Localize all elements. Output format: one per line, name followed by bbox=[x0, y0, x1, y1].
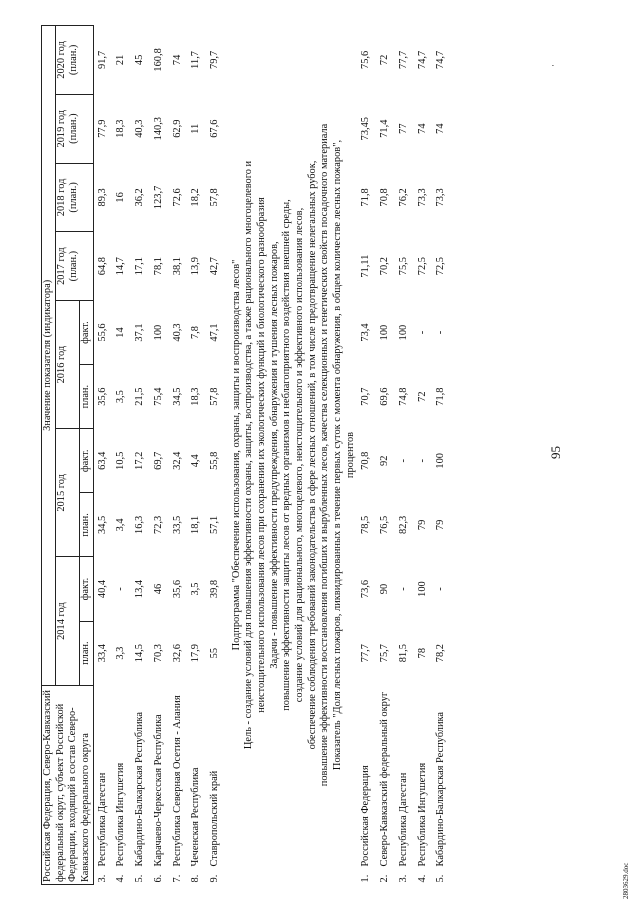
value-cell: 89,3 bbox=[96, 188, 108, 207]
row-number: 5. bbox=[435, 874, 447, 883]
value-cell: 78,1 bbox=[152, 257, 164, 276]
value-cell: 70,3 bbox=[152, 644, 164, 663]
value-cell: 11,7 bbox=[190, 51, 202, 69]
value-cell: 74 bbox=[435, 123, 447, 134]
table-block-1 bbox=[93, 26, 224, 885]
value-cell: 34,5 bbox=[171, 387, 183, 406]
table-row bbox=[93, 26, 112, 885]
value-cell: 100 bbox=[397, 324, 409, 341]
document-id: 2803629.doc bbox=[622, 862, 630, 899]
value-cell: 63,4 bbox=[96, 451, 108, 470]
value-cell: 70,8 bbox=[379, 188, 391, 207]
value-cell: - bbox=[416, 459, 428, 463]
value-cell: 37,1 bbox=[134, 323, 146, 342]
row-number: 3. bbox=[96, 874, 108, 883]
fact-2014-header: факт. bbox=[80, 557, 94, 621]
value-cell: 79 bbox=[416, 519, 428, 531]
subprogram-text-line: повышение эффективности восстановления погибших и вырубленных лесов, качества селекционных и генетических свойств посадочного материала bbox=[319, 123, 331, 787]
subprogram-text-line: Задачи - повышение эффективности предупреждения, обнаружения и тушения лесных пожаров, bbox=[268, 241, 280, 669]
value-cell: 79 bbox=[435, 519, 447, 531]
subprogram-text-line: Цель - создание условий для повышения эффективности охраны, защиты, воспроизводства, а также рационального многоцелевого и bbox=[243, 160, 255, 750]
subprogram-text-line: процентов bbox=[344, 431, 356, 479]
indicator-table bbox=[41, 25, 451, 885]
value-cell: 75,6 bbox=[360, 50, 372, 69]
value-cell: 76,2 bbox=[397, 188, 409, 207]
table-row bbox=[206, 26, 225, 885]
value-cell: 91,7 bbox=[96, 50, 108, 69]
region-name: Российская Федерация bbox=[360, 765, 372, 867]
year-2019-header: 2019 год (план.) bbox=[55, 94, 93, 163]
value-cell: 55,8 bbox=[208, 451, 220, 470]
value-cell: 57,8 bbox=[208, 387, 220, 406]
row-number: 1. bbox=[360, 874, 372, 883]
region-name: Северо-Кавказский федеральный округ bbox=[379, 691, 391, 867]
value-cell: 47,1 bbox=[208, 323, 220, 342]
value-cell: 81,5 bbox=[397, 644, 409, 663]
value-cell: 32,4 bbox=[171, 451, 183, 470]
row-number: 7. bbox=[171, 874, 183, 883]
region-name: Республика Дагестан bbox=[96, 772, 108, 867]
value-cell: 17,2 bbox=[134, 451, 146, 470]
value-cell: 71,8 bbox=[435, 387, 447, 406]
page-number: 95 bbox=[548, 446, 563, 459]
value-cell: 40,3 bbox=[134, 119, 146, 138]
region-name: Чеченская Республика bbox=[190, 767, 202, 867]
value-cell: 76,5 bbox=[379, 515, 391, 534]
value-cell: 70,8 bbox=[360, 451, 372, 470]
table-row bbox=[395, 26, 414, 885]
text-row bbox=[332, 26, 345, 885]
value-cell: 40,4 bbox=[96, 579, 108, 599]
value-cell: 123,7 bbox=[152, 185, 164, 210]
region-name: Ставропольский край bbox=[208, 770, 220, 867]
value-cell: 21 bbox=[115, 54, 127, 66]
table-row bbox=[414, 26, 433, 885]
row-number: 2. bbox=[379, 874, 391, 883]
value-cell: 11 bbox=[190, 123, 202, 134]
value-cell: 62,9 bbox=[171, 119, 183, 138]
year-2018-header: 2018 год (план.) bbox=[55, 163, 93, 232]
subprogram-text-line: Показатель "Доля лесных пожаров, ликвидированных в течение первых суток с момента обнаружения, в общем количестве лесных пожаров", bbox=[332, 139, 344, 771]
value-cell: 82,3 bbox=[397, 515, 409, 534]
value-cell: 77,7 bbox=[397, 50, 409, 69]
value-cell: - bbox=[416, 330, 428, 335]
value-cell: 16,3 bbox=[134, 515, 146, 534]
value-cell: - bbox=[397, 459, 409, 463]
value-cell: - bbox=[435, 587, 447, 591]
plan-2015-header: план. bbox=[80, 493, 94, 557]
value-cell: 71,4 bbox=[379, 119, 391, 138]
value-cell: 73,4 bbox=[360, 323, 372, 342]
value-cell: 17,1 bbox=[134, 257, 146, 276]
text-row bbox=[225, 26, 244, 885]
value-cell: - bbox=[115, 587, 127, 591]
value-cell: 100 bbox=[435, 452, 447, 469]
region-name: Карачаево-Черкесская Республика bbox=[152, 714, 164, 867]
value-cell: 10,5 bbox=[115, 451, 127, 470]
region-name: Республика Северная Осетия - Алания bbox=[171, 695, 183, 867]
row-number: 4. bbox=[115, 874, 127, 883]
value-cell: 77,9 bbox=[96, 119, 108, 138]
value-cell: - bbox=[435, 330, 447, 335]
value-cell: 14 bbox=[115, 327, 127, 338]
value-cell: 55,6 bbox=[96, 323, 108, 342]
table-row bbox=[169, 26, 188, 885]
value-cell: 34,5 bbox=[96, 515, 108, 534]
value-cell: 33,4 bbox=[96, 644, 108, 663]
year-2017-header: 2017 год (план.) bbox=[55, 232, 93, 301]
value-cell: 74,7 bbox=[435, 50, 447, 69]
year-2020-header: 2020 год (план.) bbox=[55, 26, 93, 95]
value-cell: 72 bbox=[379, 54, 391, 66]
value-cell: 70,7 bbox=[360, 387, 372, 406]
value-cell: 18,1 bbox=[190, 515, 202, 534]
value-cell: 90 bbox=[379, 583, 391, 595]
value-cell: 74,8 bbox=[397, 387, 409, 406]
subprogram-title: Подпрограмма "Обеспечение использования, охраны, защиты и воспроизводства лесов" bbox=[230, 259, 242, 651]
table-row bbox=[131, 26, 150, 885]
region-column-header: Российская Федерация, Северо-Кавказский федеральный округ, субъект Российской Федерации, входящий в состав Северо-Кавказского федерального округа bbox=[42, 685, 94, 884]
value-cell: 3,4 bbox=[115, 518, 127, 532]
table-row bbox=[432, 26, 451, 885]
row-number: 4. bbox=[416, 874, 428, 883]
value-cell: 78,5 bbox=[360, 515, 372, 534]
header-row-1 bbox=[42, 26, 56, 885]
value-cell: 17,9 bbox=[190, 644, 202, 663]
value-cell: 73,6 bbox=[360, 579, 372, 599]
value-cell: 18,3 bbox=[190, 387, 202, 406]
value-cell: 72,3 bbox=[152, 515, 164, 534]
value-cell: - bbox=[397, 587, 409, 591]
region-name: Республика Ингушетия bbox=[416, 762, 428, 867]
row-number: 5. bbox=[134, 874, 146, 883]
value-cell: 46 bbox=[152, 583, 164, 595]
value-cell: 73,3 bbox=[416, 188, 428, 207]
row-number: 9. bbox=[208, 874, 220, 883]
table-row bbox=[150, 26, 169, 885]
text-row bbox=[294, 26, 307, 885]
subprogram-text-block bbox=[225, 26, 358, 885]
value-cell: 35,6 bbox=[171, 579, 183, 599]
value-cell: 75,5 bbox=[397, 257, 409, 276]
value-cell: 100 bbox=[416, 581, 428, 597]
table-row bbox=[357, 26, 376, 885]
value-cell: 57,1 bbox=[208, 515, 220, 534]
text-row bbox=[307, 26, 320, 885]
value-cell: 71,11 bbox=[360, 254, 372, 278]
text-row bbox=[256, 26, 269, 885]
region-name: Республика Дагестан bbox=[397, 772, 409, 867]
subprogram-text-line: повышение эффективности защиты лесов от вредных организмов и неблагоприятного воздействия внешней среды, bbox=[281, 199, 293, 711]
fact-2015-header: факт. bbox=[80, 429, 94, 493]
text-row bbox=[319, 26, 332, 885]
subprogram-text-line: обеспечение соблюдения требований законодательства в сфере лесных отношений, в том числе предотвращение нелегальных рубок, bbox=[306, 160, 318, 750]
value-cell: 57,8 bbox=[208, 188, 220, 207]
value-cell: 69,7 bbox=[152, 451, 164, 470]
value-cell: 77,7 bbox=[360, 644, 372, 663]
year-2016-header: 2016 год bbox=[55, 300, 79, 428]
subprogram-text-line: создание условий для рационального, многоцелевого, неистощительного и эффективного использования лесов, bbox=[294, 207, 305, 703]
value-cell: 35,6 bbox=[96, 387, 108, 406]
value-cell: 64,8 bbox=[96, 257, 108, 276]
text-row bbox=[269, 26, 282, 885]
table-row bbox=[112, 26, 131, 885]
value-cell: 33,5 bbox=[171, 515, 183, 534]
region-name: Республика Ингушетия bbox=[115, 762, 127, 867]
value-cell: 72,5 bbox=[416, 257, 428, 276]
value-cell: 42,7 bbox=[208, 257, 220, 276]
value-cell: 72,5 bbox=[435, 257, 447, 276]
value-cell: 7,8 bbox=[190, 326, 202, 340]
value-cell: 13,4 bbox=[134, 579, 146, 599]
value-cell: 92 bbox=[379, 455, 391, 466]
text-row bbox=[345, 26, 358, 885]
text-row bbox=[243, 26, 256, 885]
year-2015-header: 2015 год bbox=[55, 429, 79, 557]
value-cell: 32,6 bbox=[171, 644, 183, 663]
value-cell: 73,3 bbox=[435, 188, 447, 207]
value-cell: 75,4 bbox=[152, 387, 164, 406]
region-name: Кабардино-Балкарская Республика bbox=[134, 711, 146, 867]
text-row bbox=[281, 26, 294, 885]
row-number: 3. bbox=[397, 874, 409, 883]
value-cell: 14,7 bbox=[115, 257, 127, 276]
value-cell: 100 bbox=[379, 324, 391, 341]
value-cell: 77 bbox=[397, 123, 409, 134]
value-cell: 79,7 bbox=[208, 50, 220, 69]
row-number: 8. bbox=[190, 874, 202, 883]
year-2014-header: 2014 год bbox=[55, 557, 79, 685]
plan-2014-header: план. bbox=[80, 621, 94, 685]
value-cell: 140,3 bbox=[152, 116, 164, 141]
value-cell: 14,5 bbox=[134, 644, 146, 663]
table-block-2 bbox=[357, 26, 450, 885]
value-cell: 3,5 bbox=[115, 390, 127, 404]
region-name: Кабардино-Балкарская Республика bbox=[435, 711, 447, 867]
fact-2016-header: факт. bbox=[80, 300, 94, 364]
value-cell: 38,1 bbox=[171, 257, 183, 276]
value-cell: 74 bbox=[416, 123, 428, 134]
value-cell: 73,45 bbox=[360, 116, 372, 141]
value-cell: 69,6 bbox=[379, 387, 391, 406]
table-row bbox=[187, 26, 206, 885]
subprogram-text-line: неистощительного использования лесов при сохранении их экологических функций и биологического разнообразия bbox=[255, 197, 267, 713]
value-cell: 13,9 bbox=[190, 257, 202, 276]
value-cell: 70,2 bbox=[379, 257, 391, 276]
table-row bbox=[376, 26, 395, 885]
value-cell: 78 bbox=[416, 647, 428, 659]
value-cell: 45 bbox=[134, 54, 146, 66]
value-cell: 100 bbox=[152, 324, 164, 341]
row-number: 6. bbox=[152, 874, 164, 883]
corner-mark: · bbox=[548, 64, 558, 67]
value-cell: 16 bbox=[115, 192, 127, 203]
value-cell: 18,2 bbox=[190, 188, 202, 207]
value-cell: 71,8 bbox=[360, 188, 372, 207]
value-cell: 74,7 bbox=[416, 50, 428, 69]
value-cell: 55 bbox=[208, 647, 220, 659]
value-cell: 75,7 bbox=[379, 644, 391, 663]
value-cell: 74 bbox=[171, 54, 183, 66]
value-cell: 18,3 bbox=[115, 119, 127, 138]
indicator-group-header: Значение показателя (индикатора) bbox=[42, 26, 56, 686]
value-cell: 3,5 bbox=[190, 582, 202, 596]
value-cell: 3,3 bbox=[115, 646, 127, 660]
value-cell: 160,8 bbox=[152, 48, 164, 72]
value-cell: 67,6 bbox=[208, 119, 220, 138]
value-cell: 40,3 bbox=[171, 323, 183, 342]
value-cell: 36,2 bbox=[134, 188, 146, 207]
value-cell: 21,5 bbox=[134, 387, 146, 406]
value-cell: 4,4 bbox=[190, 454, 202, 468]
value-cell: 72,6 bbox=[171, 188, 183, 207]
value-cell: 72 bbox=[416, 391, 428, 402]
value-cell: 39,8 bbox=[208, 579, 220, 599]
plan-2016-header: план. bbox=[80, 365, 94, 429]
value-cell: 78,2 bbox=[435, 644, 447, 663]
